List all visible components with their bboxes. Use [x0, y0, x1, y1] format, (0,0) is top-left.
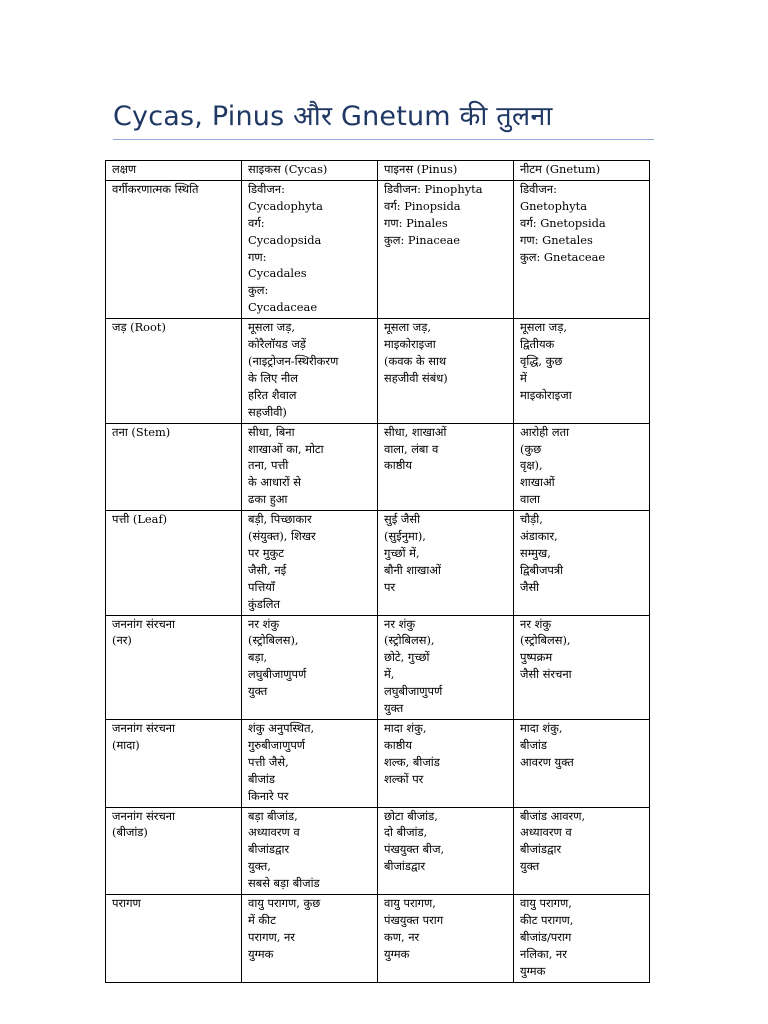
header-cell-feature: लक्षण — [106, 161, 242, 181]
cell-text-line: जैसी — [520, 579, 540, 594]
table-row — [106, 615, 650, 719]
cell-text-line: (नाइट्रोजन-स्थिरीकरण — [248, 353, 339, 368]
cell-text-line: तना (Stem) — [112, 424, 171, 439]
cell-text-line: Cycadaceae — [248, 300, 318, 315]
cell-text-line: लघुबीजाणुपर्ण — [248, 667, 307, 682]
cell-text-line: कुंडलित — [248, 596, 281, 611]
cell-text-line: Cycadopsida — [248, 232, 322, 247]
pinus-cell — [378, 615, 514, 719]
cell-text-line: माइकोराइजा — [384, 337, 436, 352]
cell-text-line: कण, नर — [384, 929, 420, 944]
cell-text-line: बीजांड आवरण, — [520, 808, 586, 823]
header-cell-cycas: साइकस (Cycas) — [242, 161, 378, 181]
table-row — [106, 180, 650, 318]
cell-text-line: युक्त — [384, 701, 404, 716]
gnetum-cell — [514, 895, 650, 983]
row-label-cell — [106, 720, 242, 808]
row-label-cell — [106, 807, 242, 895]
cell-text-line: (स्ट्रोबिलस), — [520, 633, 571, 648]
gnetum-cell — [514, 615, 650, 719]
cell-text-line: गण: — [248, 249, 267, 264]
cell-text-line: हरित शैवाल — [248, 387, 297, 402]
cell-text-line: सहजीवी संबंध) — [384, 370, 448, 385]
cell-text-line: वायु परागण, कुछ — [248, 896, 321, 911]
cell-text-line: नर शंकु — [520, 616, 552, 631]
cell-text-line: युग्मक — [520, 963, 546, 978]
cell-text-line: बीजांडद्वार — [520, 842, 562, 857]
cell-text-line: कोरैलॉयड जड़ें — [248, 337, 306, 352]
cell-text-line: लघुबीजाणुपर्ण — [384, 684, 443, 699]
pinus-cell — [378, 423, 514, 511]
cell-text-line: सम्मुख, — [520, 545, 551, 560]
cycas-cell — [242, 720, 378, 808]
cell-text-line: ढका हुआ — [248, 492, 288, 507]
comparison-table — [105, 160, 650, 983]
cell-text-line: मूसला जड़, — [520, 320, 567, 335]
cell-text-line: काष्ठीय — [384, 737, 412, 752]
cycas-cell — [242, 319, 378, 423]
cell-text-line: गुरुबीजाणुपर्ण — [248, 737, 306, 752]
cell-text-line: के लिए नील — [248, 370, 298, 385]
cell-text-line: में — [520, 370, 527, 385]
cell-text-line: पंखयुक्त पराग — [384, 912, 444, 927]
cell-text-line: (मादा) — [112, 737, 140, 752]
cell-text-line: वर्ग: Gnetopsida — [520, 215, 606, 230]
cell-text-line: पुष्पक्रम — [520, 650, 553, 665]
cell-text-line: Cycadophyta — [248, 198, 323, 213]
cell-text-line: सबसे बड़ा बीजांड — [248, 876, 320, 891]
header-cell-pinus: पाइनस (Pinus) — [378, 161, 514, 181]
cell-text-line: में कीट — [248, 912, 276, 927]
cell-text-line: जैसी संरचना — [520, 667, 572, 682]
row-label-cell — [106, 319, 242, 423]
cell-text-line: बीजांड — [520, 737, 547, 752]
cell-text-line: पंखयुक्त बीज, — [384, 842, 445, 857]
gnetum-cell — [514, 807, 650, 895]
cycas-cell — [242, 895, 378, 983]
cell-text-line: मूसला जड़, — [248, 320, 295, 335]
cell-text-line: शल्क, बीजांड — [384, 754, 440, 769]
cell-text-line: वर्ग: — [248, 215, 265, 230]
cell-text-line: तना, पत्ती — [248, 458, 289, 473]
table-row — [106, 319, 650, 423]
title-underline — [113, 139, 654, 140]
cell-text-line: शाखाओं — [520, 475, 555, 490]
header-cell-gnetum: नीटम (Gnetum) — [514, 161, 650, 181]
cell-text-line: युक्त — [248, 684, 268, 699]
gnetum-cell — [514, 720, 650, 808]
gnetum-cell — [514, 319, 650, 423]
cell-text-line: आरोही लता — [520, 424, 570, 439]
cell-text-line: (संयुक्त), शिखर — [248, 529, 316, 544]
cell-text-line: दो बीजांड, — [384, 825, 428, 840]
cell-text-line: डिवीजन: Pinophyta — [384, 181, 483, 196]
cell-text-line: पत्तियाँ — [248, 579, 275, 594]
cell-text-line: वायु परागण, — [520, 896, 572, 911]
cell-text-line: जननांग संरचना — [112, 616, 175, 631]
cell-text-line: पत्ती जैसे, — [248, 754, 289, 769]
cell-text-line: परागण, नर — [248, 929, 295, 944]
cell-text-line: वाला — [520, 492, 540, 507]
cell-text-line: बीजांड — [248, 771, 275, 786]
cell-text-line: डिवीजन: — [520, 181, 557, 196]
pinus-cell — [378, 895, 514, 983]
cell-text-line: पर — [384, 579, 396, 594]
cell-text-line: पर मुकुट — [248, 545, 285, 560]
table-row — [106, 807, 650, 895]
row-label-cell — [106, 423, 242, 511]
cell-text-line: में, — [384, 667, 395, 682]
cell-text-line: सहजीवी) — [248, 404, 287, 419]
page-title: Cycas, Pinus और Gnetum की तुलना — [113, 101, 553, 132]
cell-text-line: वाला, लंबा व — [384, 441, 439, 456]
cell-text-line: बीजांडद्वार — [248, 842, 290, 857]
table-row — [106, 720, 650, 808]
cell-text-line: बड़ा बीजांड, — [248, 808, 298, 823]
cell-text-line: नलिका, नर — [520, 946, 567, 961]
cell-text-line: वर्ग: Pinopsida — [384, 198, 461, 213]
row-label-cell — [106, 895, 242, 983]
cell-text-line: (बीजांड) — [112, 825, 148, 840]
cell-text-line: वृक्ष), — [520, 458, 543, 473]
table-row — [106, 511, 650, 615]
cell-text-line: पत्ती (Leaf) — [112, 512, 168, 527]
cell-text-line: युग्मक — [384, 946, 410, 961]
cell-text-line: Cycadales — [248, 266, 307, 281]
cell-text-line: सीधा, बिना — [248, 424, 295, 439]
cell-text-line: कुल: — [248, 283, 269, 298]
cell-text-line: (स्ट्रोबिलस), — [384, 633, 435, 648]
table-row — [106, 895, 650, 983]
cell-text-line: बौनी शाखाओं — [384, 562, 441, 577]
cycas-cell — [242, 511, 378, 615]
cycas-cell — [242, 180, 378, 318]
cell-text-line: के आधारों से — [248, 475, 301, 490]
cell-text-line: अध्यावरण व — [248, 825, 300, 840]
cell-text-line: अंडाकार, — [520, 529, 558, 544]
cell-text-line: छोटा बीजांड, — [384, 808, 438, 823]
pinus-cell — [378, 720, 514, 808]
cell-text-line: युक्त, — [248, 859, 271, 874]
cell-text-line: वायु परागण, — [384, 896, 436, 911]
cell-text-line: Gnetophyta — [520, 198, 588, 213]
cell-text-line: (सुईनुमा), — [384, 529, 426, 544]
cell-text-line: जननांग संरचना — [112, 721, 175, 735]
cell-text-line: जैसी, नई — [248, 562, 287, 577]
cell-text-line: जननांग संरचना — [112, 808, 175, 823]
cell-text-line: नर शंकु — [384, 616, 416, 631]
cell-text-line: छोटे, गुच्छों — [384, 650, 430, 665]
cell-text-line: काष्ठीय — [384, 458, 412, 473]
cell-text-line: कुल: Pinaceae — [384, 232, 461, 247]
cell-text-line: जड़ (Root) — [112, 320, 166, 335]
cell-text-line: शंकु अनुपस्थित, — [248, 721, 315, 735]
gnetum-cell — [514, 511, 650, 615]
cell-text-line: शाखाओं का, मोटा — [248, 441, 324, 456]
pinus-cell — [378, 511, 514, 615]
cell-text-line: द्विबीजपत्री — [520, 562, 564, 577]
cell-text-line: युग्मक — [248, 946, 274, 961]
cell-text-line: (कुछ — [520, 441, 542, 456]
cell-text-line: द्वितीयक — [520, 337, 555, 352]
cell-text-line: वर्गीकरणात्मक स्थिति — [112, 181, 199, 196]
table-row — [106, 423, 650, 511]
cell-text-line: मादा शंकु, — [384, 721, 427, 735]
cell-text-line: सीधा, शाखाओं — [384, 424, 447, 439]
table-header-row — [106, 161, 650, 181]
comparison-table-body — [106, 161, 650, 983]
row-label-cell — [106, 180, 242, 318]
cell-text-line: कुल: Gnetaceae — [520, 249, 606, 264]
cycas-cell — [242, 423, 378, 511]
pinus-cell — [378, 180, 514, 318]
cell-text-line: परागण — [112, 896, 141, 911]
cell-text-line: गण: Gnetales — [520, 232, 593, 247]
cell-text-line: बीजांडद्वार — [384, 859, 426, 874]
cell-text-line: वृद्धि, कुछ — [520, 353, 563, 368]
cell-text-line: युक्त — [520, 859, 540, 874]
cycas-cell — [242, 615, 378, 719]
gnetum-cell — [514, 180, 650, 318]
cell-text-line: डिवीजन: — [248, 181, 285, 196]
cell-text-line: सुई जैसी — [384, 512, 421, 527]
gnetum-cell — [514, 423, 650, 511]
cell-text-line: किनारे पर — [248, 788, 289, 803]
cell-text-line: आवरण युक्त — [520, 754, 574, 769]
cycas-cell — [242, 807, 378, 895]
cell-text-line: गण: Pinales — [384, 215, 448, 230]
cell-text-line: (स्ट्रोबिलस), — [248, 633, 299, 648]
pinus-cell — [378, 319, 514, 423]
cell-text-line: (कवक के साथ — [384, 353, 447, 368]
cell-text-line: कीट परागण, — [520, 912, 574, 927]
cell-text-line: अध्यावरण व — [520, 825, 572, 840]
cell-text-line: माइकोराइजा — [520, 387, 572, 402]
row-label-cell — [106, 615, 242, 719]
cell-text-line: बड़ा, — [248, 650, 268, 665]
cell-text-line: शल्कों पर — [384, 771, 424, 786]
cell-text-line: मूसला जड़, — [384, 320, 431, 335]
pinus-cell — [378, 807, 514, 895]
cell-text-line: बड़ी, पिच्छाकार — [248, 512, 312, 527]
cell-text-line: मादा शंकु, — [520, 721, 563, 735]
cell-text-line: नर शंकु — [248, 616, 280, 631]
cell-text-line: चौड़ी, — [520, 512, 543, 527]
cell-text-line: गुच्छों में, — [384, 545, 420, 560]
cell-text-line: (नर) — [112, 633, 132, 648]
row-label-cell — [106, 511, 242, 615]
cell-text-line: बीजांड/पराग — [520, 929, 572, 944]
